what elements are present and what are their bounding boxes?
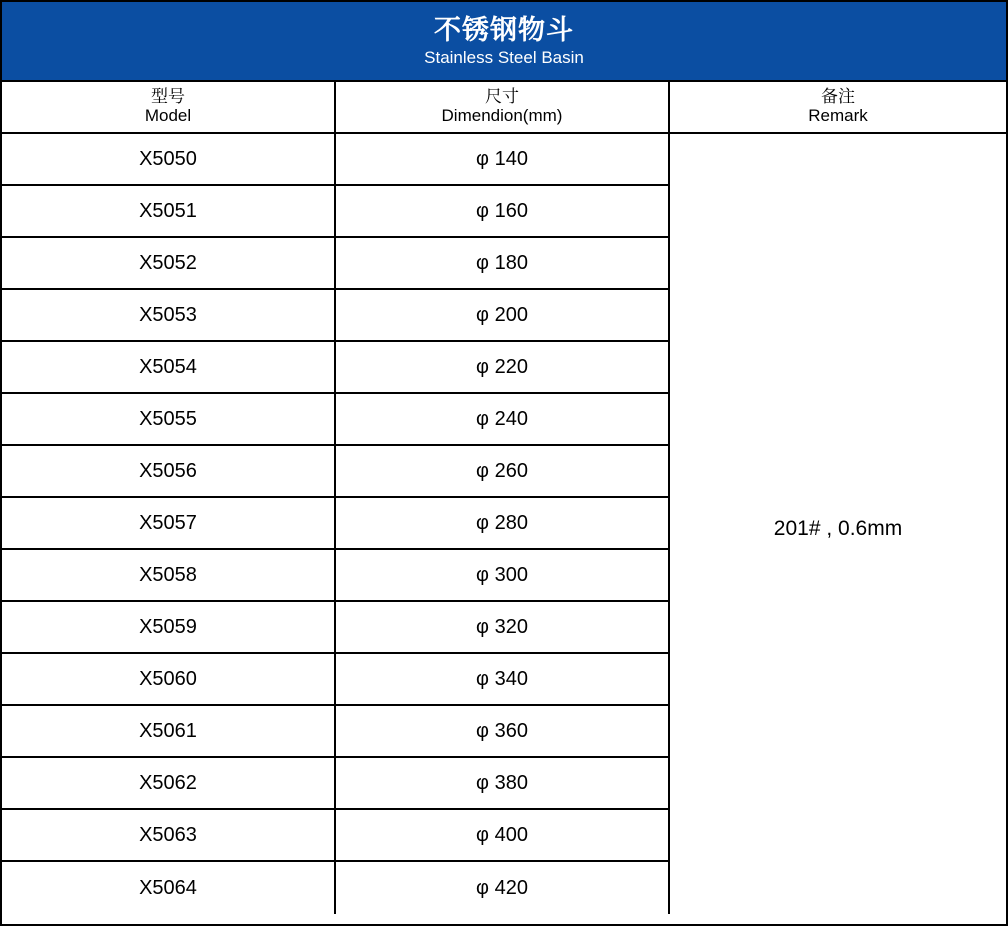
table-row: φ 200: [336, 290, 670, 342]
page-title-en: Stainless Steel Basin: [424, 47, 584, 67]
column-header-dimension: [336, 82, 670, 132]
table-row: X5051: [2, 186, 336, 238]
table-row: X5055: [2, 394, 336, 446]
table-row: φ 260: [336, 446, 670, 498]
table-row: φ 280: [336, 498, 670, 550]
remark-column: [670, 134, 1006, 924]
table-row: X5052: [2, 238, 336, 290]
column-header-model-en: Model: [144, 106, 192, 125]
table-row: X5064: [2, 862, 336, 914]
column-header-model-cn: 型号: [151, 87, 185, 107]
table-row: X5058: [2, 550, 336, 602]
table-row: φ 340: [336, 654, 670, 706]
table-row: φ 380: [336, 758, 670, 810]
table-row: X5060: [2, 654, 336, 706]
table-row: X5063: [2, 810, 336, 862]
table-row: X5057: [2, 498, 336, 550]
table-row: φ 240: [336, 394, 670, 446]
page-title-cn: 不锈钢物斗: [434, 14, 574, 45]
spec-table: [2, 82, 1006, 924]
column-header-dimension-en: Dimendion(mm): [441, 106, 563, 125]
table-row: φ 160: [336, 186, 670, 238]
table-row: φ 320: [336, 602, 670, 654]
table-body: [2, 134, 1006, 924]
table-row: φ 220: [336, 342, 670, 394]
table-row: φ 420: [336, 862, 670, 914]
table-row: φ 180: [336, 238, 670, 290]
table-row: φ 140: [336, 134, 670, 186]
column-header-remark: [670, 82, 1006, 132]
table-row: X5061: [2, 706, 336, 758]
column-header-remark-en: Remark: [808, 106, 868, 125]
table-row: φ 400: [336, 810, 670, 862]
table-row: X5062: [2, 758, 336, 810]
table-header-row: [2, 82, 1006, 134]
column-header-dimension-cn: 尺寸: [485, 87, 519, 107]
table-row: X5050: [2, 134, 336, 186]
column-header-model: [2, 82, 336, 132]
remark-value: 201# , 0.6mm: [773, 517, 903, 540]
table-row: X5053: [2, 290, 336, 342]
table-row: X5059: [2, 602, 336, 654]
table-row: φ 360: [336, 706, 670, 758]
dimension-column: [336, 134, 670, 924]
table-row: φ 300: [336, 550, 670, 602]
table-row: X5056: [2, 446, 336, 498]
model-column: [2, 134, 336, 924]
title-bar: [2, 2, 1006, 82]
table-row: X5054: [2, 342, 336, 394]
column-header-remark-cn: 备注: [821, 87, 855, 107]
